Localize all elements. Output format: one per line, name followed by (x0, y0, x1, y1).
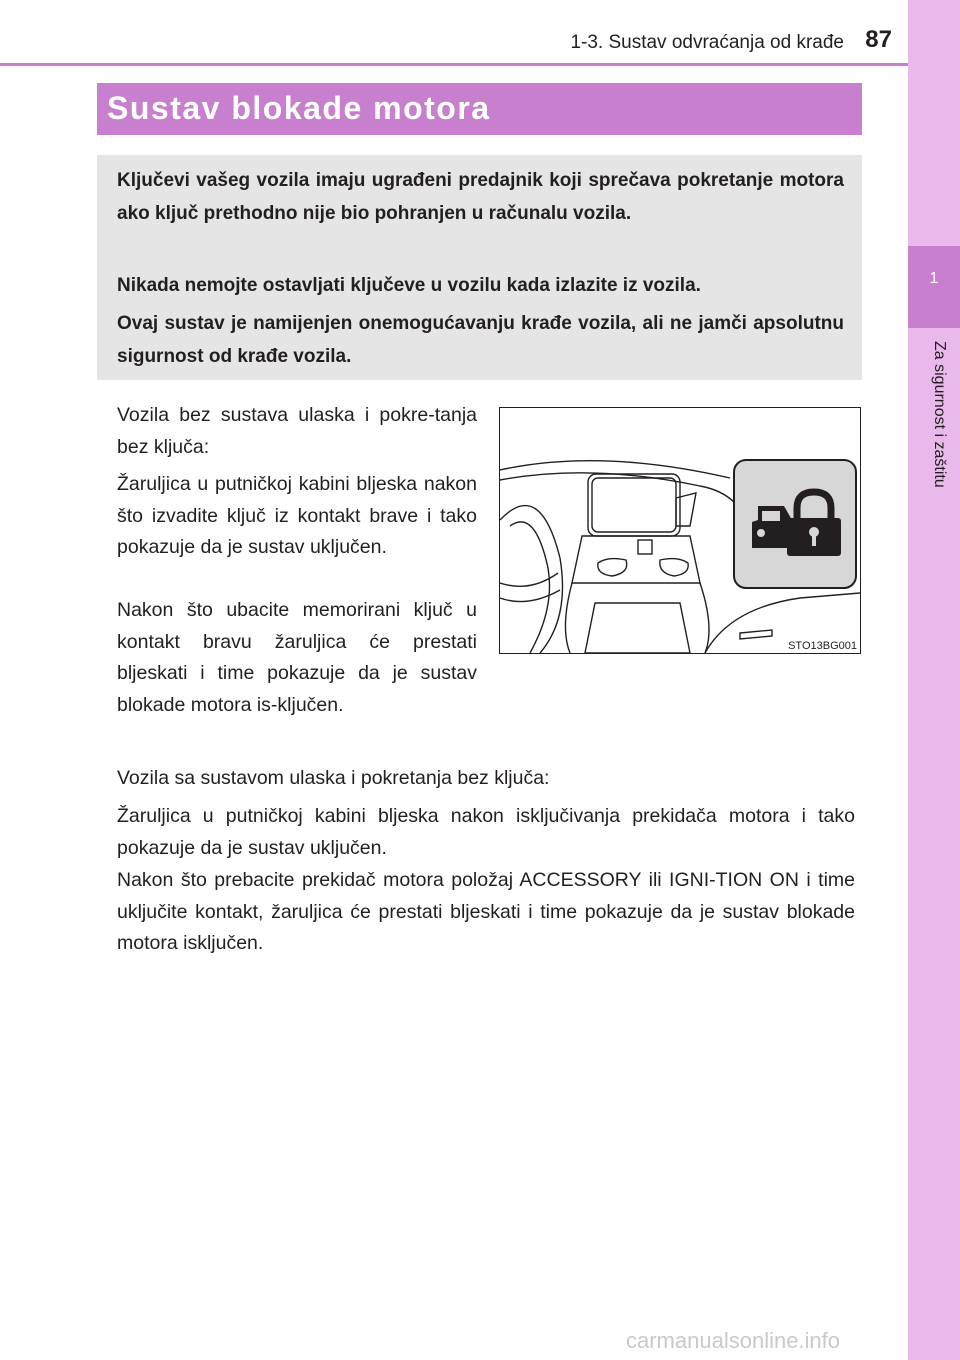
header-rule (0, 63, 908, 66)
page-title: Sustav blokade motora (107, 90, 491, 126)
page-number: 87 (865, 26, 892, 53)
notice-paragraph-3: Ovaj sustav je namijenjen onemogućavanju krađe vozila, ali ne jamči apsolutnu sigurnost od krađe vozila. (117, 313, 844, 367)
with-smart-key-paragraph-1: Žaruljica u putničkoj kabini bljeska nakon isključivanja prekidača motora i tako pokazuje da je sustav uključen. (117, 805, 855, 859)
watermark: carmanualsonline.info (626, 1328, 841, 1353)
without-smart-key-paragraph-1: Žaruljica u putničkoj kabini bljeska nakon što izvadite ključ iz kontakt brave i tako pokazuje da je sustav uključen. (117, 473, 477, 558)
header-section-title: 1-3. Sustav odvraćanja od krađe (570, 32, 844, 53)
chapter-title: Za sigurnost i zaštitu (931, 341, 948, 488)
dashboard-figure (499, 407, 861, 654)
chapter-number: 1 (929, 270, 939, 287)
with-smart-key-paragraph-2: Nakon što prebacite prekidač motora položaj ACCESSORY ili IGNI-TION ON i time uključite kontakt, žaruljica će prestati bljeskati i time pokazuje da je sustav blokade motora isključen. (117, 869, 855, 954)
dashboard-illustration (500, 408, 860, 653)
notice-box (97, 155, 862, 380)
notice-paragraph-2: Nikada nemojte ostavljati ključeve u vozilu kada izlazite iz vozila. (117, 275, 701, 296)
chapter-tab (908, 246, 960, 328)
figure-code: STO13BG001 (788, 640, 857, 652)
title-bar (97, 83, 862, 135)
with-smart-key-heading: Vozila sa sustavom ulaska i pokretanja bez ključa: (117, 767, 550, 789)
without-smart-key-heading: Vozila bez sustava ulaska i pokre-tanja bez ključa: (117, 404, 477, 458)
without-smart-key-paragraph-2: Nakon što ubacite memorirani ključ u kontakt bravu žaruljica će prestati bljeskati i time pokazuje da je sustav blokade motora is-ključen. (117, 599, 477, 716)
notice-paragraph-1: Ključevi vašeg vozila imaju ugrađeni predajnik koji sprečava pokretanje motora ako ključ prethodno nije bio pohranjen u računalu vozila. (117, 170, 844, 224)
side-strip (908, 0, 960, 1360)
